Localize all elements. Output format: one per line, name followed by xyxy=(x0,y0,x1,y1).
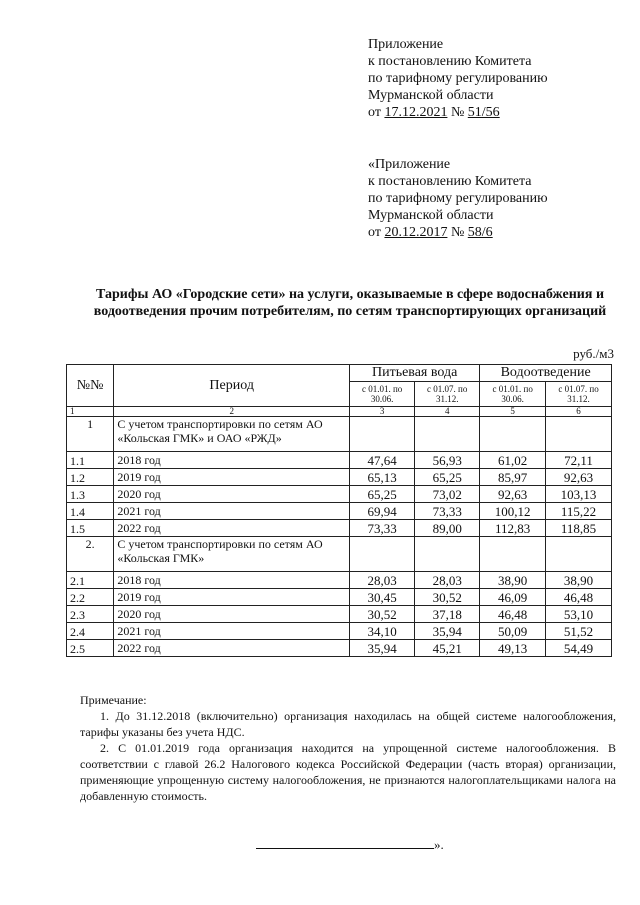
row-number: 2.5 xyxy=(67,640,114,657)
value-cell: 72,11 xyxy=(546,452,612,469)
value-cell: 92,63 xyxy=(480,486,546,503)
row-period: 2020 год xyxy=(114,606,350,623)
value-cell: 35,94 xyxy=(415,623,480,640)
value-cell: 28,03 xyxy=(350,572,415,589)
appendix-line: к постановлению Комитета xyxy=(368,174,532,189)
index-row xyxy=(67,407,612,417)
appendix-number: 58/6 xyxy=(467,225,493,240)
header-period: Период xyxy=(114,365,350,407)
value-cell: 35,94 xyxy=(350,640,415,657)
index-cell: 3 xyxy=(350,407,415,417)
value-cell: 54,49 xyxy=(546,640,612,657)
header-water: Питьевая вода xyxy=(350,365,480,382)
row-number: 2.2 xyxy=(67,589,114,606)
value-cell: 65,25 xyxy=(350,486,415,503)
value-cell: 51,52 xyxy=(546,623,612,640)
empty-cell xyxy=(350,537,415,572)
appendix-line: по тарифному регулированию xyxy=(368,191,548,206)
row-period: 2022 год xyxy=(114,640,350,657)
value-cell: 73,33 xyxy=(350,520,415,537)
value-cell: 47,64 xyxy=(350,452,415,469)
row-number: 1.3 xyxy=(67,486,114,503)
value-cell: 45,21 xyxy=(415,640,480,657)
value-cell: 46,48 xyxy=(546,589,612,606)
index-cell: 5 xyxy=(480,407,546,417)
row-number: 1.4 xyxy=(67,503,114,520)
index-cell: 4 xyxy=(415,407,480,417)
appendix-previous xyxy=(368,156,628,241)
value-cell: 112,83 xyxy=(480,520,546,537)
value-cell: 38,90 xyxy=(480,572,546,589)
tariff-table-body xyxy=(67,407,612,657)
units-label: руб./м3 xyxy=(573,346,614,361)
number-prefix: № xyxy=(447,225,468,240)
value-cell: 103,13 xyxy=(546,486,612,503)
value-cell: 34,10 xyxy=(350,623,415,640)
table-row xyxy=(67,623,612,640)
value-cell: 30,52 xyxy=(415,589,480,606)
number-prefix: № xyxy=(447,105,468,120)
empty-cell xyxy=(350,417,415,452)
appendix-line: «Приложение xyxy=(368,157,451,172)
value-cell: 73,02 xyxy=(415,486,480,503)
header-sewage-h1: с 01.01. по 30.06. xyxy=(480,382,546,407)
header-sewage: Водоотведение xyxy=(480,365,612,382)
table-row xyxy=(67,520,612,537)
appendix-line: по тарифному регулированию xyxy=(368,71,548,86)
table-row xyxy=(67,452,612,469)
row-period: 2021 год xyxy=(114,503,350,520)
group-number: 1 xyxy=(67,417,114,452)
value-cell: 115,22 xyxy=(546,503,612,520)
table-row xyxy=(67,503,612,520)
row-period: 2021 год xyxy=(114,623,350,640)
row-period: 2020 год xyxy=(114,486,350,503)
table-row xyxy=(67,640,612,657)
header-water-h1: с 01.01. по 30.06. xyxy=(350,382,415,407)
value-cell: 38,90 xyxy=(546,572,612,589)
row-number: 2.3 xyxy=(67,606,114,623)
note-1: 1. До 31.12.2018 (включительно) организация находилась на общей системе налогообложения, тарифы указаны без учета НДС. xyxy=(80,709,616,739)
row-period: 2018 год xyxy=(114,452,350,469)
value-cell: 46,09 xyxy=(480,589,546,606)
table-row xyxy=(67,486,612,503)
value-cell: 61,02 xyxy=(480,452,546,469)
table-row xyxy=(67,589,612,606)
appendix-number: 51/56 xyxy=(467,105,500,120)
group-number: 2. xyxy=(67,537,114,572)
index-cell: 6 xyxy=(546,407,612,417)
document-title: Тарифы АО «Городские сети» на услуги, оказываемые в сфере водоснабжения и водоотведения прочим потребителям, по сетям транспортирующих организаций xyxy=(93,287,607,319)
table-row xyxy=(67,606,612,623)
group-row xyxy=(67,537,612,572)
value-cell: 118,85 xyxy=(546,520,612,537)
group-label: С учетом транспортировки по сетям АО «Кольская ГМК» xyxy=(114,537,350,572)
appendix-date: 17.12.2021 xyxy=(384,105,448,120)
appendix-date-line xyxy=(368,224,628,241)
appendix-line: Мурманской области xyxy=(368,88,494,103)
notes-section xyxy=(80,692,616,804)
value-cell: 100,12 xyxy=(480,503,546,520)
appendix-current xyxy=(368,36,628,121)
value-cell: 89,00 xyxy=(415,520,480,537)
row-number: 1.2 xyxy=(67,469,114,486)
value-cell: 56,93 xyxy=(415,452,480,469)
value-cell: 30,45 xyxy=(350,589,415,606)
row-period: 2019 год xyxy=(114,589,350,606)
date-prefix: от xyxy=(368,105,385,120)
appendix-line: Мурманской области xyxy=(368,208,494,223)
value-cell: 30,52 xyxy=(350,606,415,623)
date-prefix: от xyxy=(368,225,385,240)
row-period: 2022 год xyxy=(114,520,350,537)
index-cell: 1 xyxy=(67,407,114,417)
appendix-line: Приложение xyxy=(368,37,444,52)
header-water-h2: с 01.07. по 31.12. xyxy=(415,382,480,407)
header-sewage-h2: с 01.07. по 31.12. xyxy=(546,382,612,407)
value-cell: 53,10 xyxy=(546,606,612,623)
row-number: 1.1 xyxy=(67,452,114,469)
value-cell: 92,63 xyxy=(546,469,612,486)
index-cell: 2 xyxy=(114,407,350,417)
appendix-date: 20.12.2017 xyxy=(384,225,448,240)
signature-line xyxy=(256,836,434,849)
value-cell: 46,48 xyxy=(480,606,546,623)
empty-cell xyxy=(480,537,546,572)
group-row xyxy=(67,417,612,452)
appendix-line: к постановлению Комитета xyxy=(368,54,532,69)
row-number: 2.1 xyxy=(67,572,114,589)
empty-cell xyxy=(415,537,480,572)
value-cell: 65,13 xyxy=(350,469,415,486)
notes-heading: Примечание: xyxy=(80,693,147,707)
empty-cell xyxy=(480,417,546,452)
closing-line xyxy=(256,836,444,853)
group-label: С учетом транспортировки по сетям АО «Кольская ГМК» и ОАО «РЖД» xyxy=(114,417,350,452)
empty-cell xyxy=(546,537,612,572)
value-cell: 69,94 xyxy=(350,503,415,520)
value-cell: 85,97 xyxy=(480,469,546,486)
value-cell: 65,25 xyxy=(415,469,480,486)
empty-cell xyxy=(415,417,480,452)
value-cell: 28,03 xyxy=(415,572,480,589)
note-2: 2. С 01.01.2019 года организация находится на упрощенной системе налогообложения. В соответствии с главой 26.2 Налогового кодекса Российской Федерации (часть вторая) организации, применяющие упрощенную систему налогообложения, не признаются налогоплательщиками налога на добавленную стоимость. xyxy=(80,741,616,803)
empty-cell xyxy=(546,417,612,452)
table-row xyxy=(67,572,612,589)
header-num: №№ xyxy=(67,365,114,407)
row-period: 2019 год xyxy=(114,469,350,486)
closing-quote: ». xyxy=(434,837,444,852)
table-row xyxy=(67,469,612,486)
row-number: 1.5 xyxy=(67,520,114,537)
value-cell: 49,13 xyxy=(480,640,546,657)
tariff-table xyxy=(66,364,612,657)
value-cell: 37,18 xyxy=(415,606,480,623)
appendix-date-line xyxy=(368,104,628,121)
row-period: 2018 год xyxy=(114,572,350,589)
value-cell: 73,33 xyxy=(415,503,480,520)
value-cell: 50,09 xyxy=(480,623,546,640)
row-number: 2.4 xyxy=(67,623,114,640)
